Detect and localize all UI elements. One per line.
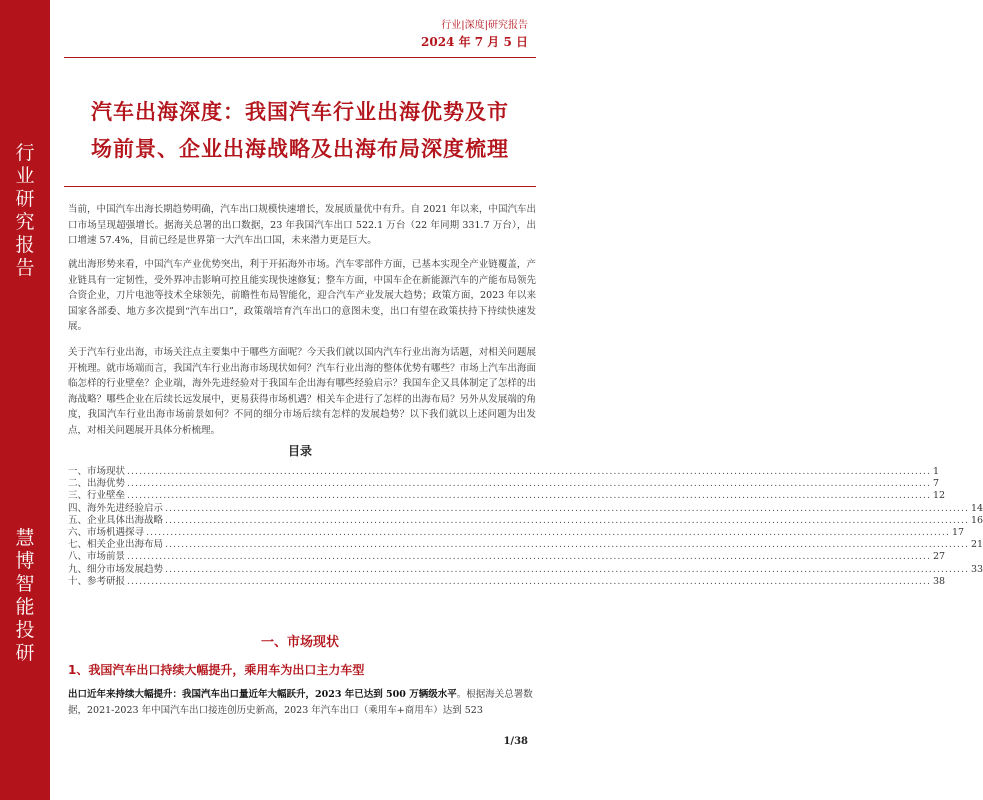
toc-entry-page: 1 bbox=[932, 466, 940, 477]
toc-entry-page: 14 bbox=[970, 502, 983, 514]
sidebar-char: 能 bbox=[15, 596, 35, 618]
sidebar-char: 业 bbox=[15, 165, 35, 187]
toc-leader-dots: ........................................................................................................................................................................................................ bbox=[127, 466, 931, 477]
report-date: 2024 年 7 月 5 日 bbox=[421, 35, 528, 49]
title-line: 场前景、企业出海战略及出海布局深度梳理 bbox=[91, 136, 509, 161]
toc-entry[interactable] bbox=[68, 514, 983, 527]
intro-paragraph: 关于汽车行业出海，市场关注点主要集中于哪些方面呢？今天我们就以国内汽车行业出海为话题，对相关问题展开梳理。就市场端而言，我国汽车行业出海市场现状如何？汽车行业出海的整体优势有哪些？市场上汽车出海面临怎样的行业壁垒？企业端，海外先进经验对于我国车企出海有哪些经验启示？我国车企又具体制定了怎样的出海战略？哪些企业在后续长远发展中，更易获得市场机遇？相关车企进行了怎样的出海布局？另外从发展端的角度，我国汽车行业出海市场前景如何？不同的细分市场后续有怎样的发展趋势？以下我们就以上述问题为出发点，对相关问题展开具体分析梳理。 bbox=[68, 347, 536, 436]
title-divider bbox=[64, 186, 536, 187]
intro-paragraph: 当前，中国汽车出海长期趋势明确，汽车出口规模快速增长，发展质量优中有升。自 2021 年以来，中国汽车出口市场呈现超强增长。据海关总署的出口数据，23 年我国汽车出口 522.1 万台（22 年同期 331.7 万台），出口增速 57.4%，目前已经是世界第一大汽车出口国，未来潜力更是巨大。 bbox=[68, 204, 536, 246]
sidebar-char: 研 bbox=[15, 642, 35, 664]
page-title bbox=[66, 93, 534, 167]
toc-entry-page: 38 bbox=[932, 575, 946, 587]
body-text: 。根据海关总署数据，2021-2023 年中国汽车出口接连创历史新高，2023 年汽车出口（乘用车+商用车）达到 523 bbox=[68, 689, 533, 716]
toc-leader-dots: ........................................................................................................................................................................................................ bbox=[127, 490, 931, 502]
sidebar-char: 慧 bbox=[15, 527, 35, 549]
table-of-contents bbox=[68, 466, 983, 588]
toc-leader-dots: ........................................................................................................................................................................................................ bbox=[165, 563, 969, 575]
toc-entry[interactable] bbox=[68, 502, 983, 515]
intro-paragraph: 就出海形势来看，中国汽车产业优势突出，利于开拓海外市场。汽车零部件方面，已基本实现全产业链覆盖，产业链具有一定韧性，受外界冲击影响可控且能实现快速修复；整车方面，中国车企在新能源汽车的产能布局领先合资企业，刀片电池等技术全球领先，前瞻性布局智能化，迎合汽车产业发展大趋势；政策方面，2023 年以来国家各部委、地方多次提到“汽车出口”，政策端培育汽车出口的意图未变，出口有望在政策扶持下持续快速发展。 bbox=[68, 259, 536, 332]
toc-entry-label: 三、行业壁垒 bbox=[68, 490, 126, 502]
sidebar-char: 智 bbox=[15, 573, 35, 595]
lead-sentence: 出口近年来持续大幅提升：我国汽车出口量近年大幅跃升，2023 年已达到 500 万辆级水平 bbox=[68, 689, 457, 700]
subsection-heading: 1、我国汽车出口持续大幅提升，乘用车为出口主力车型 bbox=[68, 663, 365, 677]
toc-entry[interactable] bbox=[68, 575, 946, 588]
toc-title: 目录 bbox=[287, 444, 312, 458]
sidebar-char: 报 bbox=[15, 234, 35, 256]
toc-entry-label: 十、参考研报 bbox=[68, 575, 126, 587]
sidebar-char: 投 bbox=[15, 619, 35, 641]
toc-leader-dots: ........................................................................................................................................................................................................ bbox=[127, 551, 931, 563]
toc-entry-page: 33 bbox=[970, 563, 983, 575]
toc-entry[interactable] bbox=[68, 539, 983, 551]
toc-entry[interactable] bbox=[68, 551, 946, 563]
toc-entry-page: 12 bbox=[932, 490, 946, 502]
toc-leader-dots: ........................................................................................................................................................................................................ bbox=[165, 514, 969, 526]
body-paragraph bbox=[68, 687, 536, 719]
toc-entry-page: 21 bbox=[970, 539, 983, 551]
toc-entry-label: 一、市场现状 bbox=[68, 466, 126, 477]
sidebar-char: 告 bbox=[15, 257, 35, 279]
header-divider bbox=[64, 57, 536, 58]
report-category: 行业|深度|研究报告 bbox=[441, 20, 528, 31]
sidebar-char: 博 bbox=[15, 550, 35, 572]
toc-entry-page: 17 bbox=[951, 527, 965, 539]
toc-entry[interactable] bbox=[68, 527, 965, 539]
header bbox=[421, 16, 528, 50]
page-number: 1/38 bbox=[503, 736, 528, 747]
toc-entry-label: 二、出海优势 bbox=[68, 478, 126, 490]
toc-entry-label: 四、海外先进经验启示 bbox=[68, 502, 164, 514]
toc-entry-label: 五、企业具体出海战略 bbox=[68, 514, 164, 526]
toc-entry-label: 六、市场机遇探寻 bbox=[68, 527, 145, 539]
toc-entry-page: 27 bbox=[932, 551, 946, 563]
sidebar-char: 研 bbox=[15, 188, 35, 210]
toc-leader-dots: ........................................................................................................................................................................................................ bbox=[127, 478, 931, 490]
toc-leader-dots: ........................................................................................................................................................................................................ bbox=[146, 527, 950, 539]
sidebar-char: 究 bbox=[15, 211, 35, 233]
toc-entry-label: 八、市场前景 bbox=[68, 551, 126, 563]
toc-entry-label: 九、细分市场发展趋势 bbox=[68, 563, 164, 575]
toc-leader-dots: ........................................................................................................................................................................................................ bbox=[165, 539, 969, 551]
toc-leader-dots: ........................................................................................................................................................................................................ bbox=[165, 502, 969, 514]
toc-entry[interactable] bbox=[68, 466, 940, 478]
toc-entry-label: 七、相关企业出海布局 bbox=[68, 539, 164, 551]
toc-entry-page: 7 bbox=[932, 478, 940, 490]
toc-entry[interactable] bbox=[68, 563, 983, 576]
toc-entry-page: 16 bbox=[970, 514, 983, 526]
toc-entry[interactable] bbox=[68, 478, 940, 490]
sidebar bbox=[0, 0, 50, 800]
toc-entry[interactable] bbox=[68, 490, 946, 502]
sidebar-report-type bbox=[0, 142, 50, 280]
sidebar-char: 行 bbox=[15, 142, 35, 164]
section-heading: 一、市场现状 bbox=[260, 635, 339, 650]
title-line: 汽车出海深度：我国汽车行业出海优势及市 bbox=[91, 99, 509, 124]
toc-leader-dots: ........................................................................................................................................................................................................ bbox=[127, 575, 931, 587]
